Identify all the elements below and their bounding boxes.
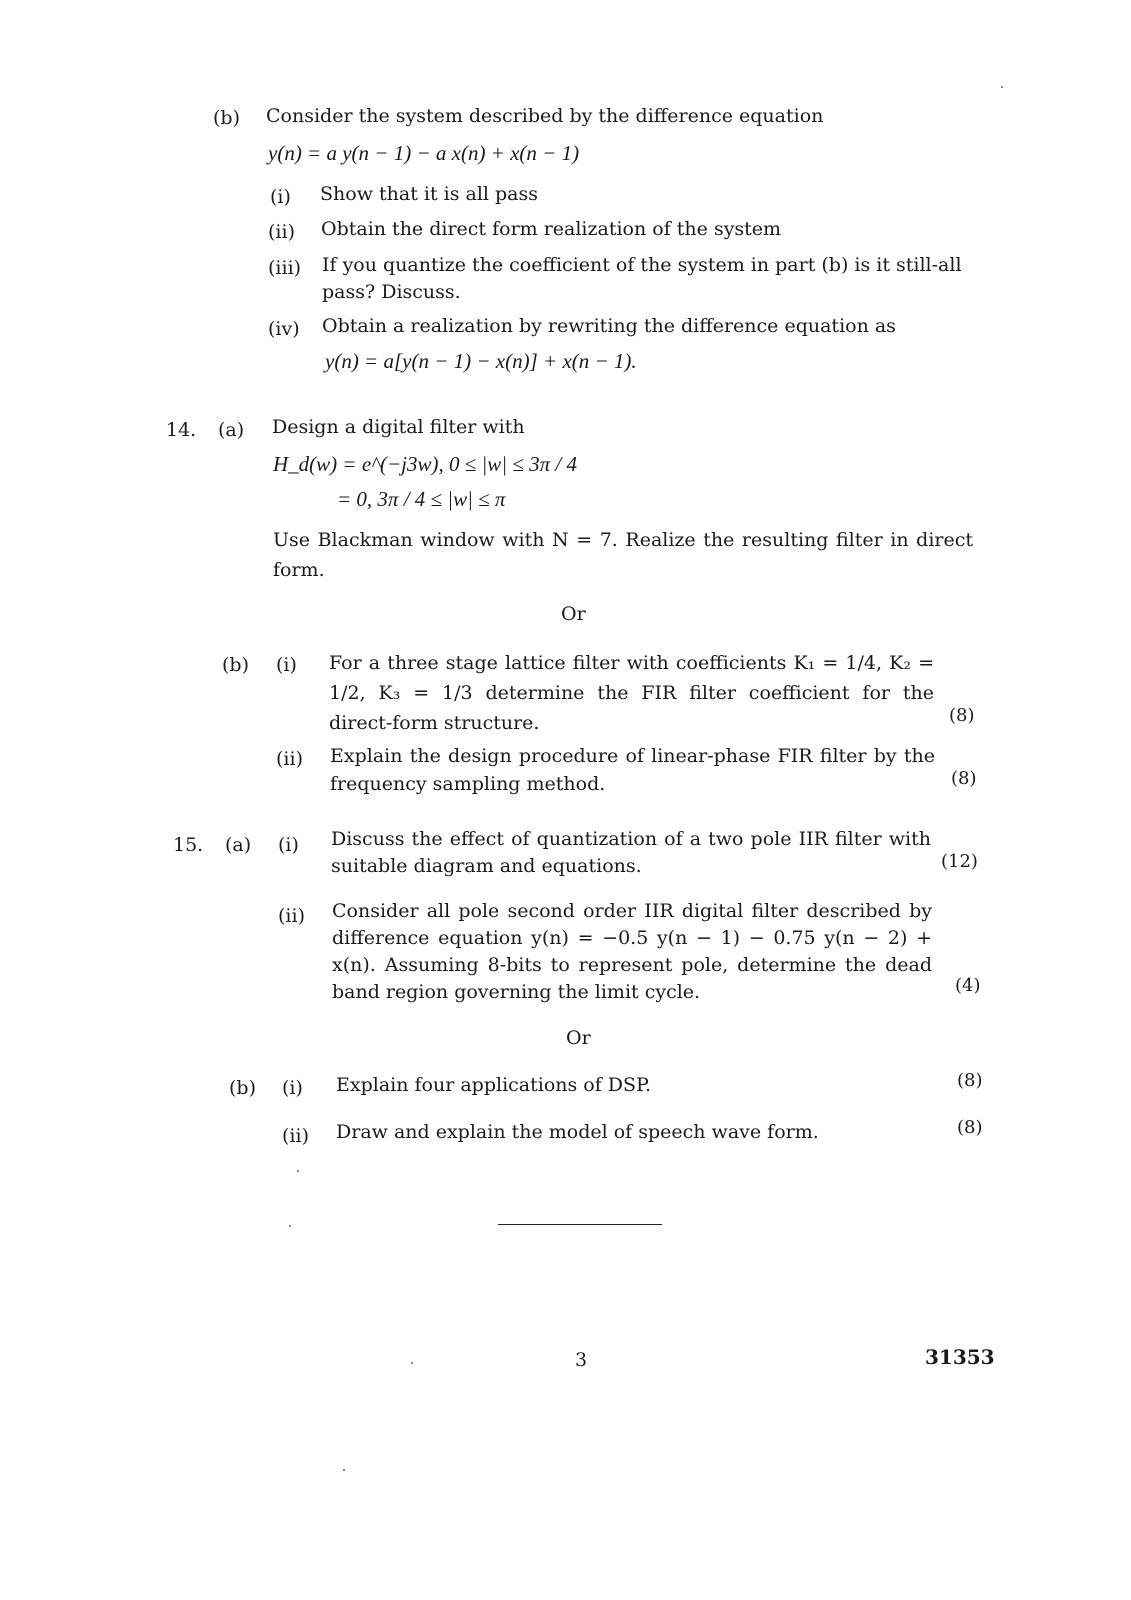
q14b-ii-marks: (8) [951,768,977,789]
q13b-i-text: Show that it is all pass [320,183,538,205]
scan-speck [1001,86,1003,88]
q15a-ii-marks: (4) [955,975,981,996]
paper-code: 31353 [925,1345,995,1369]
q15a-label: (a) [225,834,252,856]
q14-number: 14. [166,419,197,441]
q15b-i-marks: (8) [957,1070,983,1091]
end-rule [498,1224,662,1225]
q14b-i-num: (i) [276,654,297,676]
q13b-label: (b) [213,107,240,129]
q15a-i-marks: (12) [941,851,978,872]
q15a-ii-num: (ii) [278,905,305,927]
q13b-iii-line2: pass? Discuss. [322,281,461,303]
q14a-eq1: H_d(w) = e^(−j3w), 0 ≤ |w| ≤ 3π / 4 [273,452,577,476]
page-number: 3 [575,1349,588,1371]
q14a-intro: Design a digital filter with [272,416,525,438]
q13b-ii-num: (ii) [268,221,295,243]
q13b-i-num: (i) [270,186,291,208]
q14a-eq2: = 0, 3π / 4 ≤ |w| ≤ π [337,487,506,511]
q15a-i-num: (i) [278,834,299,856]
q13b-iii-line1: If you quantize the coefficient of the system in part (b) is it still-all [322,254,962,276]
q15b-i-text: Explain four applications of DSP. [336,1074,652,1096]
q13b-intro: Consider the system described by the difference equation [266,105,824,127]
q15b-ii-text: Draw and explain the model of speech wave form. [336,1121,819,1143]
q13b-iv-equation: y(n) = a[y(n − 1) − x(n)] + x(n − 1). [325,349,637,373]
scan-speck [297,1170,299,1172]
q15-number: 15. [173,834,204,856]
q13b-iii-num: (iii) [268,257,302,279]
q14b-i-text: For a three stage lattice filter with coefficients K₁ = 1/4, K₂ = 1/2, K₃ = 1/3 determine the FIR filter coefficient for the direct-form structure. [329,652,934,734]
q14-or: Or [561,603,586,625]
q14a-label: (a) [218,419,245,441]
q14b-label: (b) [222,654,249,676]
q14b-ii-num: (ii) [276,748,303,770]
q15b-ii-marks: (8) [957,1117,983,1138]
q15b-i-num: (i) [282,1077,303,1099]
q13b-ii-text: Obtain the direct form realization of the system [321,218,782,240]
q13b-iv-num: (iv) [268,318,300,340]
scan-speck [343,1469,345,1471]
scan-speck [289,1225,291,1227]
q15b-label: (b) [229,1077,256,1099]
scan-speck [411,1362,413,1364]
q15-or: Or [566,1027,591,1049]
q14b-i-marks: (8) [949,705,975,726]
q13b-equation: y(n) = a y(n − 1) − a x(n) + x(n − 1) [268,141,580,165]
q13b-iv-text: Obtain a realization by rewriting the difference equation as [322,315,896,337]
q15a-i-text: Discuss the effect of quantization of a two pole IIR filter with suitable diagram and equations. [331,828,931,877]
q15a-ii-text: Consider all pole second order IIR digital filter described by difference equation y(n) = −0.5 y(n − 1) − 0.75 y(n − 2) + x(n). Assuming 8-bits to represent pole, determine the dead band region governing the limit cycle. [332,900,932,1003]
q15b-ii-num: (ii) [282,1125,309,1147]
q14a-body: Use Blackman window with N = 7. Realize the resulting filter in direct form. [273,529,973,581]
q14b-ii-text: Explain the design procedure of linear-phase FIR filter by the frequency sampling method. [330,745,935,795]
